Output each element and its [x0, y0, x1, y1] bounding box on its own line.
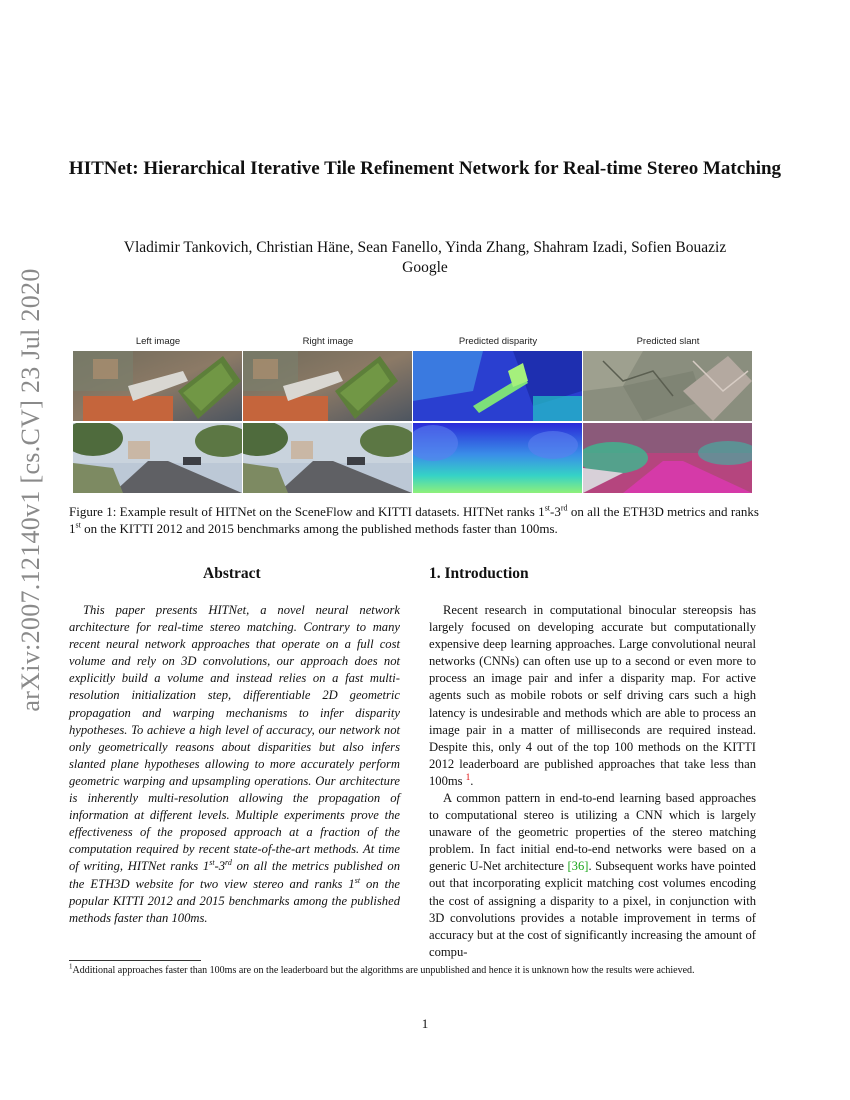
- introduction-paragraph-2: [429, 790, 756, 961]
- caption-text: on the KITTI 2012 and 2015 benchmarks among the published methods faster than 100ms.: [80, 521, 558, 536]
- abstract-text: This paper presents HITNet, a novel neural network architecture for real-time stereo matching. Contrary to many recent neural network approaches that operate on a full cost volume and rely on 3D convolutions, our approach does not explicitly build a volume and instead relies on a fast multi-resolution initialization step, differentiable 2D geometric propagation and warping mechanisms to infer disparity hypotheses. To achieve a high level of accuracy, our network not only geometrically reasons about disparities but also infers slanted plane hypotheses allowing to more accurately perform geometric warping and upsampling operations. Our architecture is inherently multi-resolution allowing the propagation of information at different levels. Multiple experiments prove the effectiveness of the proposed approach at a fraction of the computation required by recent state-of-the-art methods. At time of writing, HITNet ranks 1: [69, 603, 400, 874]
- intro-text: . Subsequent works have pointed out that incorporating explicit matching cost volumes encoding the cost of assigning a disparity to a pixel, in conjunction with 3D convolutions provides a notable improvement in terms of accuracy but at the cost of significantly increasing the amount of compu-: [429, 859, 756, 959]
- abstract-text: on the popular KITTI 2012 and 2015 benchmarks among the published methods faster than 100ms.: [69, 876, 401, 925]
- footnote-mark: 1: [69, 962, 73, 971]
- figure-panel-labels: [73, 336, 753, 350]
- kitti-predicted-disparity: [413, 423, 582, 493]
- arxiv-identifier: arXiv:2007.12140v1 [cs.CV] 23 Jul 2020: [16, 268, 45, 712]
- abstract-sup: rd: [225, 858, 232, 868]
- introduction-paragraph-1: [429, 602, 756, 790]
- panel-label-predicted-disparity: Predicted disparity: [458, 336, 538, 347]
- panel-label-right-image: Right image: [302, 336, 354, 347]
- figure-caption: [69, 503, 759, 537]
- citation-link[interactable]: [36]: [567, 859, 589, 874]
- caption-text: Figure 1: Example result of HITNet on the SceneFlow and KITTI datasets. HITNet ranks 1: [69, 504, 545, 519]
- sceneflow-predicted-slant: [583, 351, 752, 421]
- affiliation: Google: [402, 259, 448, 276]
- caption-text: on all the ETH3D metrics and ranks 1: [69, 504, 759, 536]
- abstract-sup: st: [354, 875, 361, 885]
- kitti-right-image: [243, 423, 412, 493]
- author-list: Vladimir Tankovich, Christian Häne, Sean Fanello, Yinda Zhang, Shahram Izadi, Sofien Bouaziz: [123, 239, 727, 256]
- abstract-body: [69, 602, 400, 927]
- caption-sup: st: [544, 503, 551, 513]
- abstract-text: on all the metrics published on the ETH3D website for two view stereo and ranks 1: [69, 859, 400, 891]
- abstract-sup: st: [209, 858, 215, 868]
- footnote-text: Additional approaches faster than 100ms are on the leaderboard but the algorithms are unpublished and hence it is unknown how the results were achieved.: [72, 965, 695, 976]
- footnote: [69, 964, 758, 977]
- sceneflow-right-image: [243, 351, 412, 421]
- introduction-heading: 1. Introduction: [429, 565, 529, 582]
- figure-row-kitti: [73, 423, 753, 493]
- caption-sup: st: [75, 520, 81, 530]
- kitti-left-image: [73, 423, 242, 493]
- intro-text: A common pattern in end-to-end learning based approaches to computational stereo is utilizing a CNN which is largely unaware of the geometric properties of the stereo matching problem. In fact initial end-to-end networks were based on a generic U-Net architecture: [429, 791, 756, 874]
- intro-text: .: [470, 773, 474, 788]
- intro-text: Recent research in computational binocular stereopsis has largely focused on developing accurate but computationally expensive deep learning approaches. Large convolutional neural networks (CNNs) can often use up to a second or even more to process an image pair and infer a disparity map. For active agents such as mobile robots or self driving cars such a high latency is undesirable and methods which are able to process an image pair in a matter of milliseconds are required instead. Despite this, only 4 out of the top 100 methods on the KITTI 2012 leaderboard are published approaches that take less than 100ms: [429, 603, 756, 788]
- abstract-text: -3: [214, 859, 226, 874]
- figure-1: [73, 336, 753, 493]
- sceneflow-left-image: [73, 351, 242, 421]
- paper-title: HITNet: Hierarchical Iterative Tile Refinement Network for Real-time Stereo Matching: [68, 158, 782, 179]
- sceneflow-predicted-disparity: [413, 351, 582, 421]
- figure-row-sceneflow: [73, 351, 753, 421]
- footnote-reference-link[interactable]: 1: [465, 771, 471, 782]
- caption-text: -3: [550, 504, 561, 519]
- panel-label-predicted-slant: Predicted slant: [636, 336, 700, 347]
- page-number: 1: [421, 1016, 429, 1031]
- abstract-heading: Abstract: [203, 565, 261, 582]
- kitti-predicted-slant: [583, 423, 752, 493]
- footnote-rule: [69, 960, 201, 961]
- caption-sup: rd: [560, 503, 568, 513]
- author-block: [60, 238, 790, 278]
- arxiv-stamp: [0, 268, 62, 712]
- panel-label-left-image: Left image: [135, 336, 181, 347]
